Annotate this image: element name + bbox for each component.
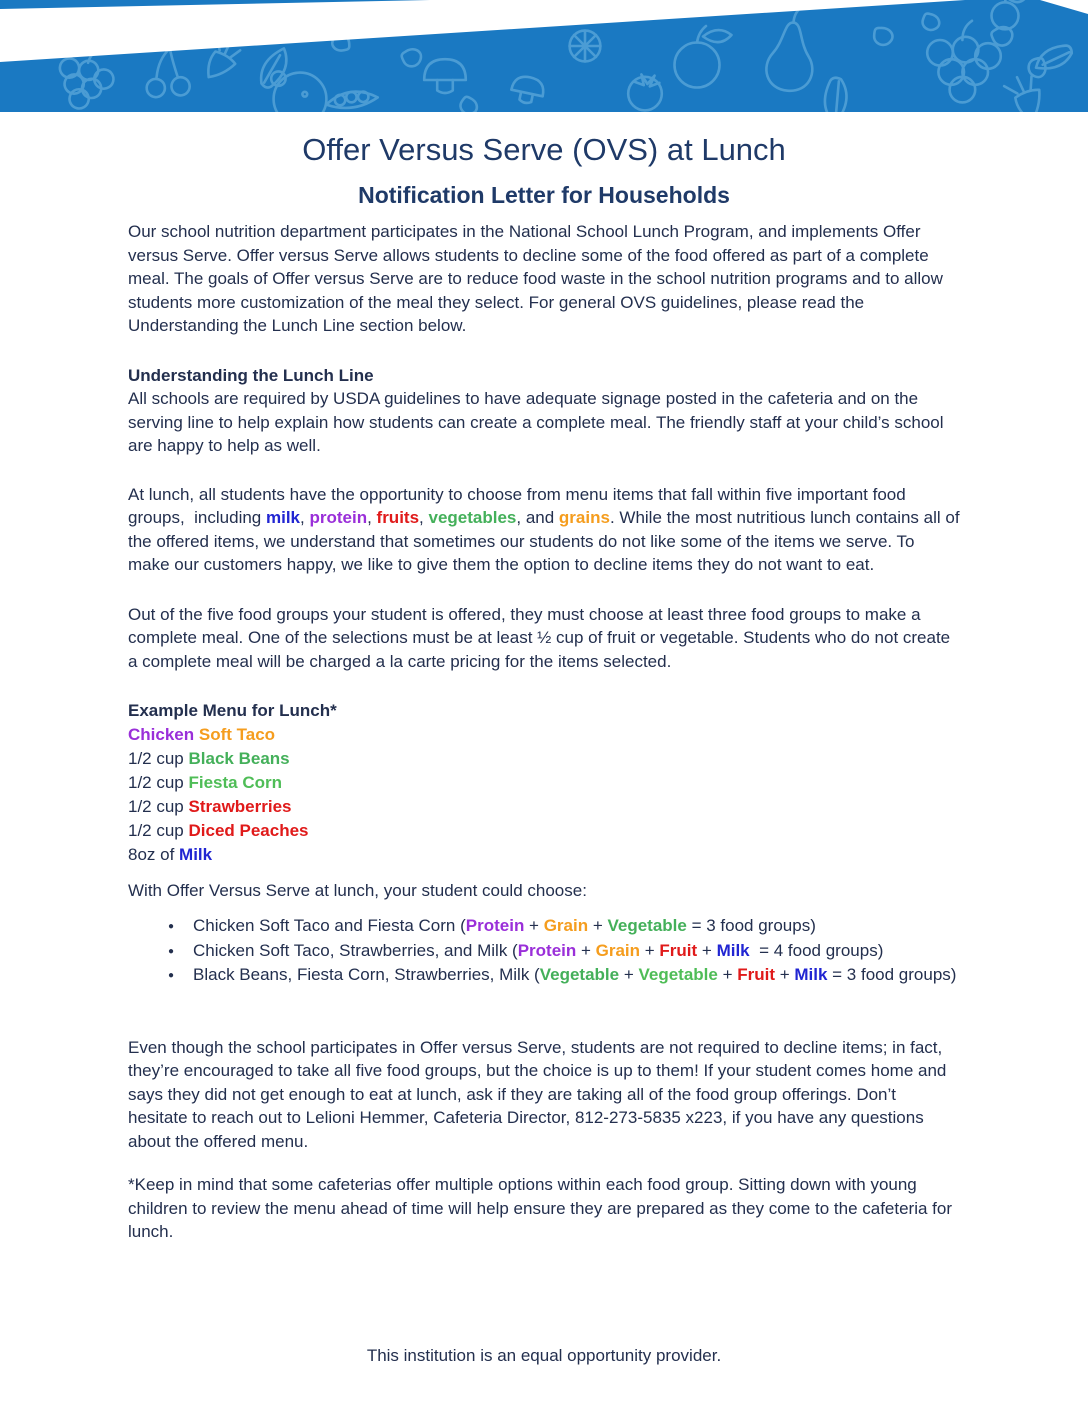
choices-bullet-list (128, 914, 960, 988)
example-menu-list (128, 723, 960, 867)
menu-line-strawberries: 1/2 cup Strawberries (128, 796, 292, 816)
choice-bullet-2: ● Chicken Soft Taco, Strawberries, and Milk (Protein + Grain + Fruit + Milk = 4 food groups) (166, 939, 960, 964)
page-subtitle: Notification Letter for Households (358, 182, 730, 208)
lunch-line-paragraph-2: At lunch, all students have the opportunity to choose from menu items that fall within five important food groups, including milk, protein, fruits, vegetables, and grains. While the most nutritious lunch contains all of the offered items, we understand that sometimes our students do not like some of the items we serve. To make our customers happy, we like to give them the option to decline items they do not want to eat. (128, 484, 960, 574)
lunch-line-heading: Understanding the Lunch Line (128, 365, 374, 385)
example-menu-heading: Example Menu for Lunch* (128, 701, 337, 720)
banner (0, 0, 1088, 120)
menu-line-diced-peaches: 1/2 cup Diced Peaches (128, 820, 309, 840)
menu-line-milk: 8oz of Milk (128, 844, 213, 864)
lunch-line-paragraph-1: All schools are required by USDA guidelines to have adequate signage posted in the cafeteria and on the serving line to help explain how students can create a complete meal. The friendly staff at your child’s school are happy to help as well. (128, 389, 944, 455)
intro-paragraph: Our school nutrition department participates in the National School Lunch Program, and implements Offer versus Serve. Offer versus Serve allows students to decline some of the food offered as part of a complete meal. The goals of Offer versus Serve are to reduce food waste in the school nutrition programs and to allow students more customization of the meal they select. For general OVS guidelines, please read the Understanding the Lunch Line section below. (128, 222, 943, 335)
letter-content (128, 120, 960, 1244)
closing-paragraph-1: Even though the school participates in Offer versus Serve, students are not required to decline items; in fact, they’re encouraged to take all five food groups, but the choice is up to them! If your student comes home and says they did not get enough to eat at lunch, ask if they are taking all of the food group offerings. Don’t hesitate to reach out to Lelioni Hemmer, Cafeteria Director, 812-273-5835 x223, if you have any questions about the offered menu. (128, 1037, 947, 1151)
lunch-line-paragraph-3: Out of the five food groups your student is offered, they must choose at least three food groups to make a complete meal. One of the selections must be at least ½ cup of fruit or vegetable. Students who do not create a complete meal will be charged a la carte pricing for the items selected. (128, 604, 951, 671)
choice-bullet-3: ● Black Beans, Fiesta Corn, Strawberries, Milk (Vegetable + Vegetable + Fruit + Milk = 3 food groups) (166, 963, 960, 988)
banner-food-doodles (0, 0, 1088, 120)
choices-intro: With Offer Versus Serve at lunch, your student could choose: (128, 880, 587, 900)
closing-paragraph-2: *Keep in mind that some cafeterias offer multiple options within each food group. Sitting down with young children to review the menu ahead of time will help ensure they are prepared as they come to the cafeteria for lunch. (128, 1175, 953, 1241)
menu-line-black-beans: 1/2 cup Black Beans (128, 748, 290, 768)
equal-opportunity-footer: This institution is an equal opportunity provider. (366, 1346, 722, 1365)
choice-bullet-1: ● Chicken Soft Taco and Fiesta Corn (Protein + Grain + Vegetable = 3 food groups) (166, 914, 960, 939)
menu-line-fiesta-corn: 1/2 cup Fiesta Corn (128, 772, 283, 792)
page-title: Offer Versus Serve (OVS) at Lunch (302, 132, 786, 167)
menu-line-chicken-soft-taco: Chicken Soft Taco (128, 724, 276, 744)
